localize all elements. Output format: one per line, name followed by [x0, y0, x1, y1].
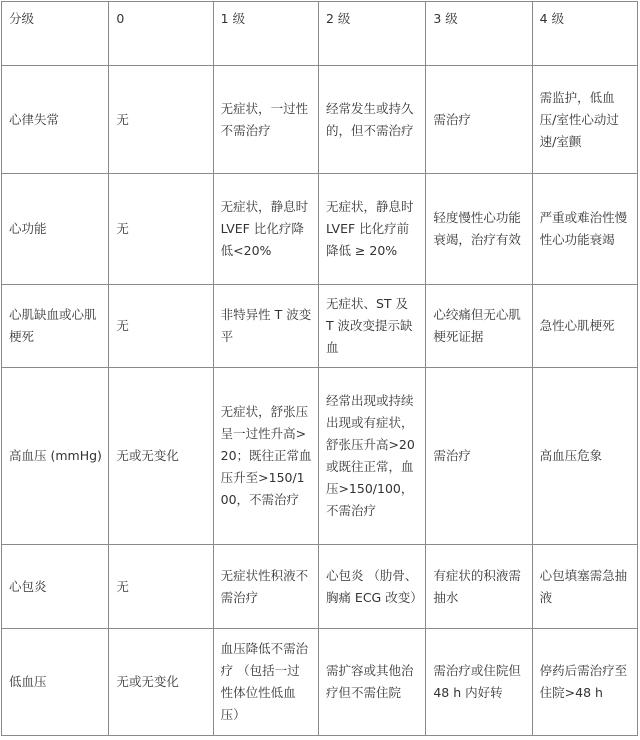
table-cell: 非特异性 T 波变平	[213, 285, 318, 368]
table-cell: 无症状，静息时LVEF 比化疗前降低 ≥ 20%	[318, 174, 425, 285]
table-cell: 需监护，低血压/室性心动过速/室颤	[532, 66, 637, 174]
table-cell: 有症状的积液需抽水	[426, 545, 532, 629]
header-cell-grade-0: 0	[109, 2, 213, 66]
table-cell: 急性心肌梗死	[532, 285, 637, 368]
table-cell: 轻度慢性心功能衰竭，治疗有效	[426, 174, 532, 285]
table-row	[2, 629, 638, 736]
table-row	[2, 285, 638, 368]
table-cell: 无症状，静息时LVEF 比化疗降低<20%	[213, 174, 318, 285]
table-cell: 需治疗	[426, 368, 532, 545]
table-cell: 需治疗	[426, 66, 532, 174]
table-cell: 经常发生或持久的，但不需治疗	[318, 66, 425, 174]
row-label-cell: 心律失常	[2, 66, 109, 174]
table-cell: 严重或难治性慢性心功能衰竭	[532, 174, 637, 285]
header-cell-grade: 分级	[2, 2, 109, 66]
table-row	[2, 174, 638, 285]
table-header-row	[2, 2, 638, 66]
header-cell-grade-4: 4 级	[532, 2, 637, 66]
table-cell: 需扩容或其他治疗但不需住院	[318, 629, 425, 736]
row-label-cell: 心包炎	[2, 545, 109, 629]
table-cell: 无或无变化	[109, 368, 213, 545]
table-cell: 无或无变化	[109, 629, 213, 736]
header-cell-grade-3: 3 级	[426, 2, 532, 66]
table-cell: 心绞痛但无心肌梗死证据	[426, 285, 532, 368]
table-cell: 无	[109, 545, 213, 629]
table-row	[2, 66, 638, 174]
table-cell: 停药后需治疗至住院>48 h	[532, 629, 637, 736]
row-label-cell: 心肌缺血或心肌梗死	[2, 285, 109, 368]
table-cell: 心包填塞需急抽液	[532, 545, 637, 629]
table-row	[2, 368, 638, 545]
table-cell: 心包炎 （肋骨、胸痛 ECG 改变）	[318, 545, 425, 629]
row-label-cell: 低血压	[2, 629, 109, 736]
header-cell-grade-1: 1 级	[213, 2, 318, 66]
table-cell: 高血压危象	[532, 368, 637, 545]
table-cell: 血压降低不需治疗 （包括一过性体位性低血压）	[213, 629, 318, 736]
table-cell: 无	[109, 285, 213, 368]
row-label-cell: 高血压 (mmHg)	[2, 368, 109, 545]
table-cell: 无症状性积液不需治疗	[213, 545, 318, 629]
table-cell: 无症状、ST 及 T 波改变提示缺血	[318, 285, 425, 368]
table-cell: 无	[109, 174, 213, 285]
table-cell: 无症状，舒张压呈一过性升高>20；既往正常血压升至>150/100，不需治疗	[213, 368, 318, 545]
row-label-cell: 心功能	[2, 174, 109, 285]
table-row	[2, 545, 638, 629]
table-cell: 需治疗或住院但48 h 内好转	[426, 629, 532, 736]
table-cell: 无症状，一过性不需治疗	[213, 66, 318, 174]
table-cell: 无	[109, 66, 213, 174]
toxicity-grade-table	[1, 1, 638, 736]
table-cell: 经常出现或持续出现或有症状，舒张压升高>20或既往正常，血压>150/100，不需治疗	[318, 368, 425, 545]
header-cell-grade-2: 2 级	[318, 2, 425, 66]
